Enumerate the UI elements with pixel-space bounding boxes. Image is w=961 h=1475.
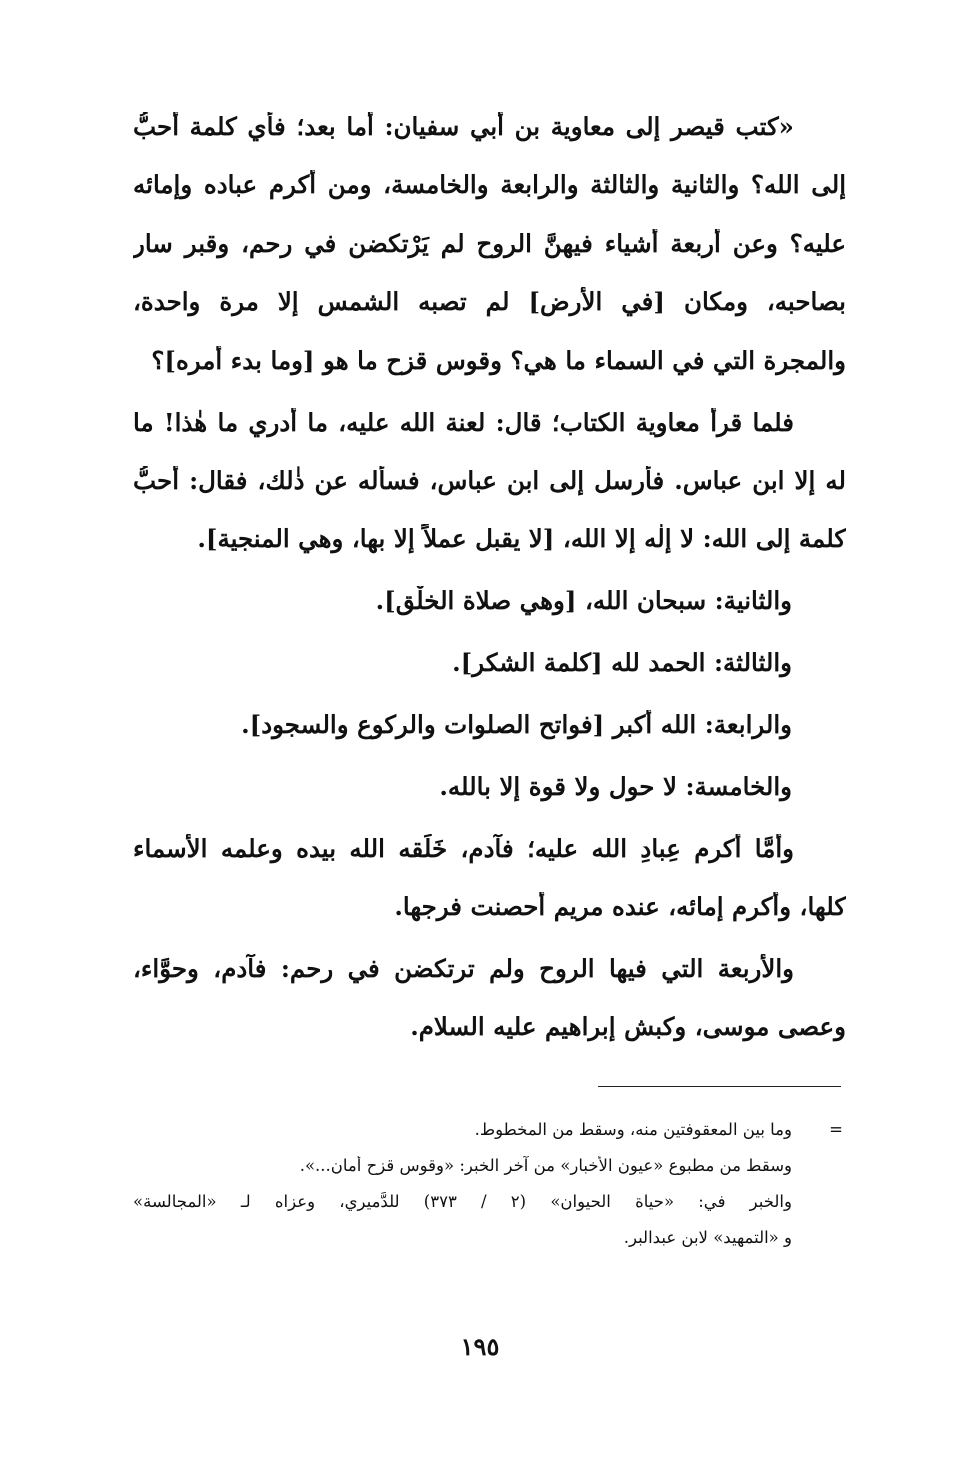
text-line: فلما قرأ معاوية الكتاب؛ قال: لعنة الله عليه، ما أدري ما هٰذا! ما xyxy=(133,408,794,437)
footnote-line: وما بين المعقوفتين منه، وسقط من المخطوط. xyxy=(474,1120,792,1139)
text-line: له إلا ابن عباس. فأرسل إلى ابن عباس، فسأله عن ذٰلك، فقال: أحبُّ xyxy=(133,466,846,495)
text-line: والأربعة التي فيها الروح ولم ترتكضن في رحم: فآدم، وحوَّاء، xyxy=(133,954,794,983)
footnote-divider xyxy=(598,1086,841,1087)
text-line: والخامسة: لا حول ولا قوة إلا بالله. xyxy=(439,772,792,801)
text-line: كلها، وأكرم إمائه، عنده مريم أحصنت فرجها. xyxy=(394,892,846,921)
text-line: والثالثة: الحمد لله [كلمة الشكر]. xyxy=(452,648,792,677)
footnote-line: و «التمهيد» لابن عبدالبر. xyxy=(623,1228,792,1247)
text-line: والثانية: سبحان الله، [وهي صلاة الخلْق]. xyxy=(375,586,792,615)
page-number: ١٩٥ xyxy=(460,1332,500,1361)
text-line: إلى الله؟ والثانية والثالثة والرابعة والخامسة، ومن أكرم عباده وإمائه xyxy=(133,170,846,199)
text-line: كلمة إلى الله: لا إلٰه إلا الله، [لا يقبل عملاً إلا بها، وهي المنجية]. xyxy=(197,524,846,553)
text-line: عليه؟ وعن أربعة أشياء فيهنَّ الروح لم يَرْتكضن في رحم، وقبر سار xyxy=(133,229,846,258)
text-line: والمجرة التي في السماء ما هي؟ وقوس قزح ما هو [وما بدء أمره]؟ xyxy=(151,346,846,375)
text-line: وعصى موسى، وكبش إبراهيم عليه السلام. xyxy=(410,1012,846,1041)
footnote-continuation-marker: = xyxy=(829,1120,843,1139)
text-line: والرابعة: الله أكبر [فواتح الصلوات والركوع والسجود]. xyxy=(241,710,792,739)
text-line: بصاحبه، ومكان [في الأرض] لم تصبه الشمس إلا مرة واحدة، xyxy=(133,287,846,316)
text-line: وأمَّا أكرم عِبادِ الله عليه؛ فآدم، خَلَقه الله بيده وعلمه الأسماء xyxy=(133,834,794,863)
footnote-line: والخبر في: «حياة الحيوان» (٢ / ٣٧٣) للدَّميري، وعزاه لـ «المجالسة» xyxy=(133,1192,792,1211)
text-line: «كتب قيصر إلى معاوية بن أبي سفيان: أما بعد؛ فأي كلمة أحبُّ xyxy=(133,112,794,141)
footnote-line: وسقط من مطبوع «عيون الأخبار» من آخر الخبر: «وقوس قزح أمان...». xyxy=(299,1156,792,1175)
